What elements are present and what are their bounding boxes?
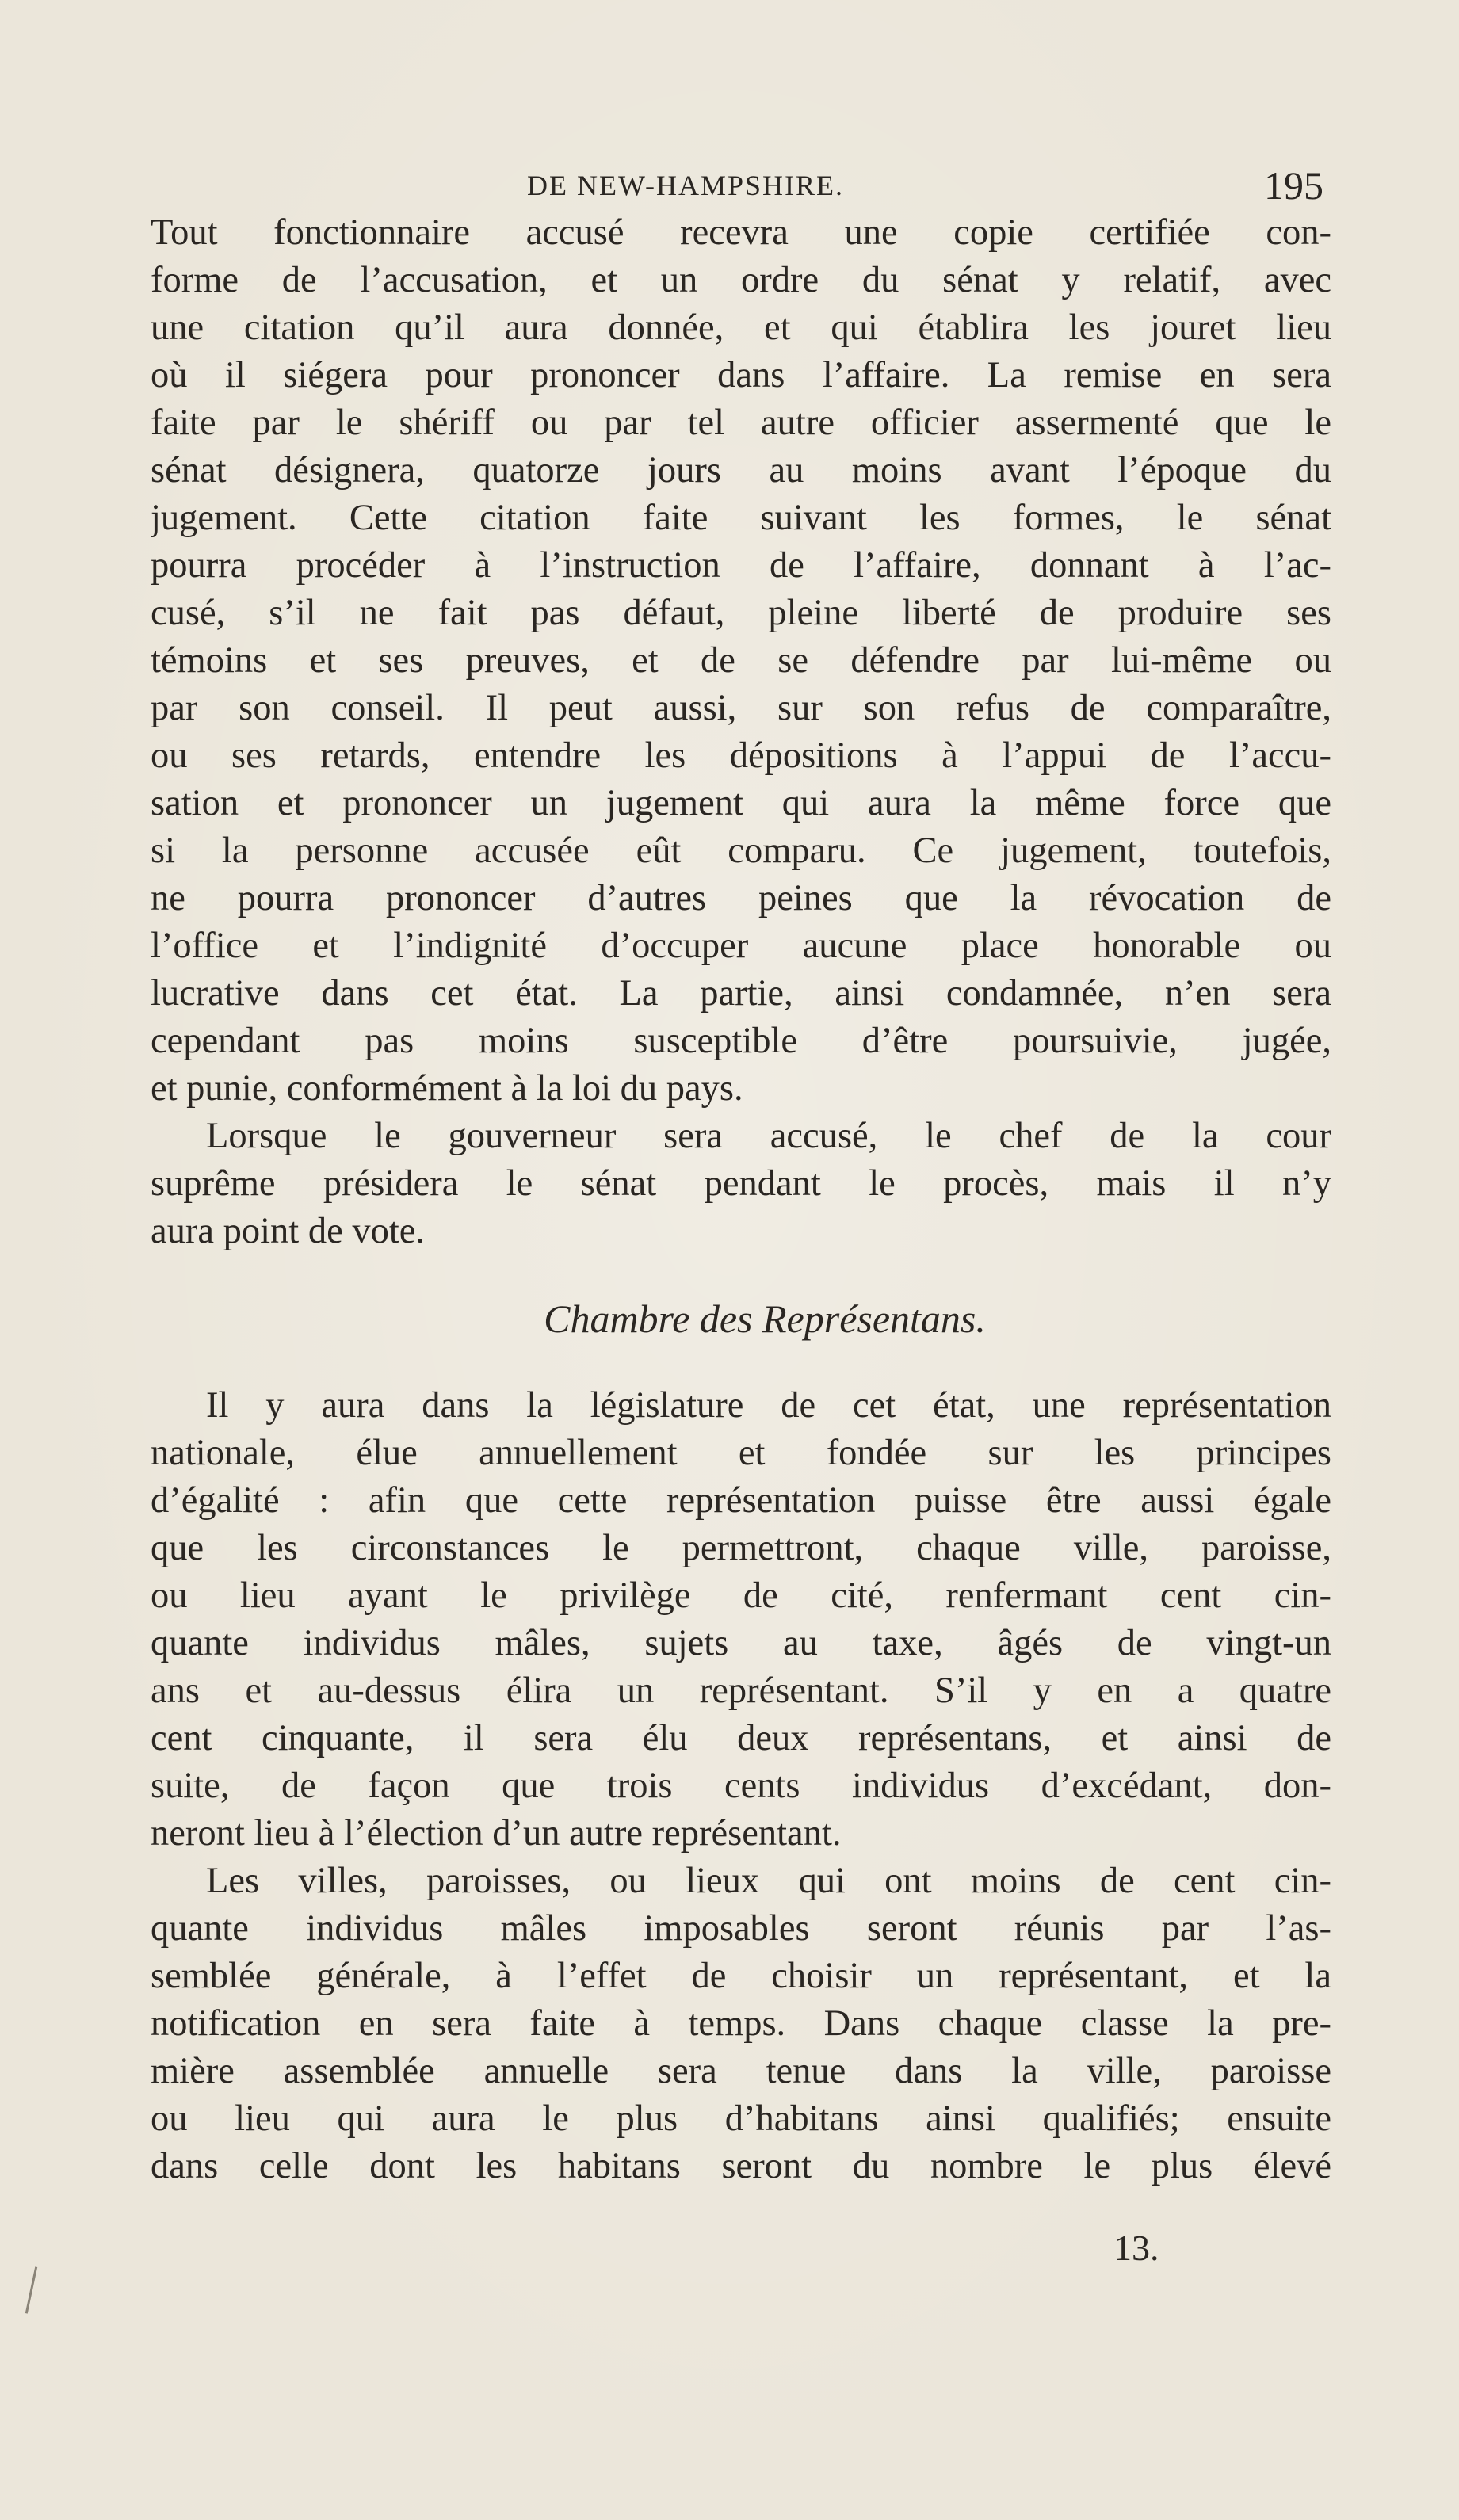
text-line: suite, de façon que trois cents individus d’excédant, don- (151, 1766, 1331, 1806)
text-line: une citation qu’il aura donnée, et qui établira les jouret lieu (151, 307, 1331, 348)
text-line: cependant pas moins susceptible d’être poursuivie, jugée, (151, 1021, 1331, 1061)
text-line: témoins et ses preuves, et de se défendre par lui-même ou (151, 640, 1331, 681)
text-line: ans et au-dessus élira un représentant. S’il y en a quatre (151, 1670, 1331, 1711)
text-line: sénat désignera, quatorze jours au moins avant l’époque du (151, 450, 1331, 491)
text-line: ne pourra prononcer d’autres peines que la révocation de (151, 878, 1331, 918)
paragraph-representation (151, 1382, 1331, 1858)
text-line: mière assemblée annuelle sera tenue dans la ville, paroisse (151, 2051, 1331, 2091)
text-line: semblée générale, à l’effet de choisir un représentant, et la (151, 1956, 1331, 1996)
text-line: que les circonstances le permettront, chaque ville, paroisse, (151, 1528, 1331, 1568)
text-line: neront lieu à l’élection d’un autre représentant. (151, 1813, 842, 1854)
text-line: jugement. Cette citation faite suivant les formes, le sénat (151, 498, 1331, 538)
text-line: où il siégera pour prononcer dans l’affaire. La remise en sera (151, 355, 1331, 395)
text-line: Il y aura dans la législature de cet état, une représentation (206, 1385, 1331, 1426)
text-line: quante individus mâles, sujets au taxe, âgés de vingt-un (151, 1623, 1331, 1663)
page-header (159, 162, 1323, 210)
text-line: d’égalité : afin que cette représentation puisse être aussi égale (151, 1480, 1331, 1521)
section-heading: Chambre des Représentans. (544, 1296, 986, 1341)
text-line: si la personne accusée eût comparu. Ce jugement, toutefois, (151, 830, 1331, 871)
text-line: Les villes, paroisses, ou lieux qui ont moins de cent cin- (206, 1861, 1331, 1901)
signature-mark: 13. (1113, 2228, 1159, 2268)
page-number: 195 (1264, 163, 1323, 208)
text-line: ou ses retards, entendre les dépositions à l’appui de l’accu- (151, 735, 1331, 776)
text-line: notification en sera faite à temps. Dans chaque classe la pre- (151, 2003, 1331, 2044)
running-title: DE NEW-HAMPSHIRE. (527, 170, 844, 201)
text-line: sation et prononcer un jugement qui aura la même force que (151, 783, 1331, 823)
text-line: aura point de vote. (151, 1211, 426, 1251)
text-line: ou lieu ayant le privilège de cité, renfermant cent cin- (151, 1575, 1331, 1616)
text-line: pourra procéder à l’instruction de l’affaire, donnant à l’ac- (151, 545, 1331, 586)
paragraph-small-towns (151, 1858, 1331, 2190)
text-line: quante individus mâles imposables seront réunis par l’as- (151, 1908, 1331, 1949)
text-line: cusé, s’il ne fait pas défaut, pleine liberté de produire ses (151, 593, 1331, 633)
margin-mark (25, 2266, 37, 2313)
body-text (151, 209, 1331, 2190)
text-line: par son conseil. Il peut aussi, sur son refus de comparaître, (151, 688, 1331, 728)
text-line: Tout fonctionnaire accusé recevra une copie certifiée con- (151, 212, 1331, 253)
text-line: dans celle dont les habitans seront du nombre le plus élevé (151, 2146, 1331, 2186)
text-line: ou lieu qui aura le plus d’habitans ainsi qualifiés; ensuite (151, 2098, 1331, 2139)
text-line: Lorsque le gouverneur sera accusé, le chef de la cour (206, 1116, 1331, 1156)
text-line: cent cinquante, il sera élu deux représentans, et ainsi de (151, 1718, 1331, 1758)
text-line: nationale, élue annuellement et fondée sur les principes (151, 1433, 1331, 1473)
text-line: lucrative dans cet état. La partie, ainsi condamnée, n’en sera (151, 973, 1331, 1014)
text-line: faite par le shériff ou par tel autre officier assermenté que le (151, 403, 1331, 443)
text-line: suprême présidera le sénat pendant le procès, mais il n’y (151, 1163, 1331, 1204)
text-line: et punie, conformément à la loi du pays. (151, 1068, 743, 1109)
paragraph-governor (151, 1113, 1331, 1255)
text-line: forme de l’accusation, et un ordre du sénat y relatif, avec (151, 260, 1331, 300)
paragraph-impeachment (151, 209, 1331, 1113)
text-line: l’office et l’indignité d’occuper aucune place honorable ou (151, 926, 1331, 966)
